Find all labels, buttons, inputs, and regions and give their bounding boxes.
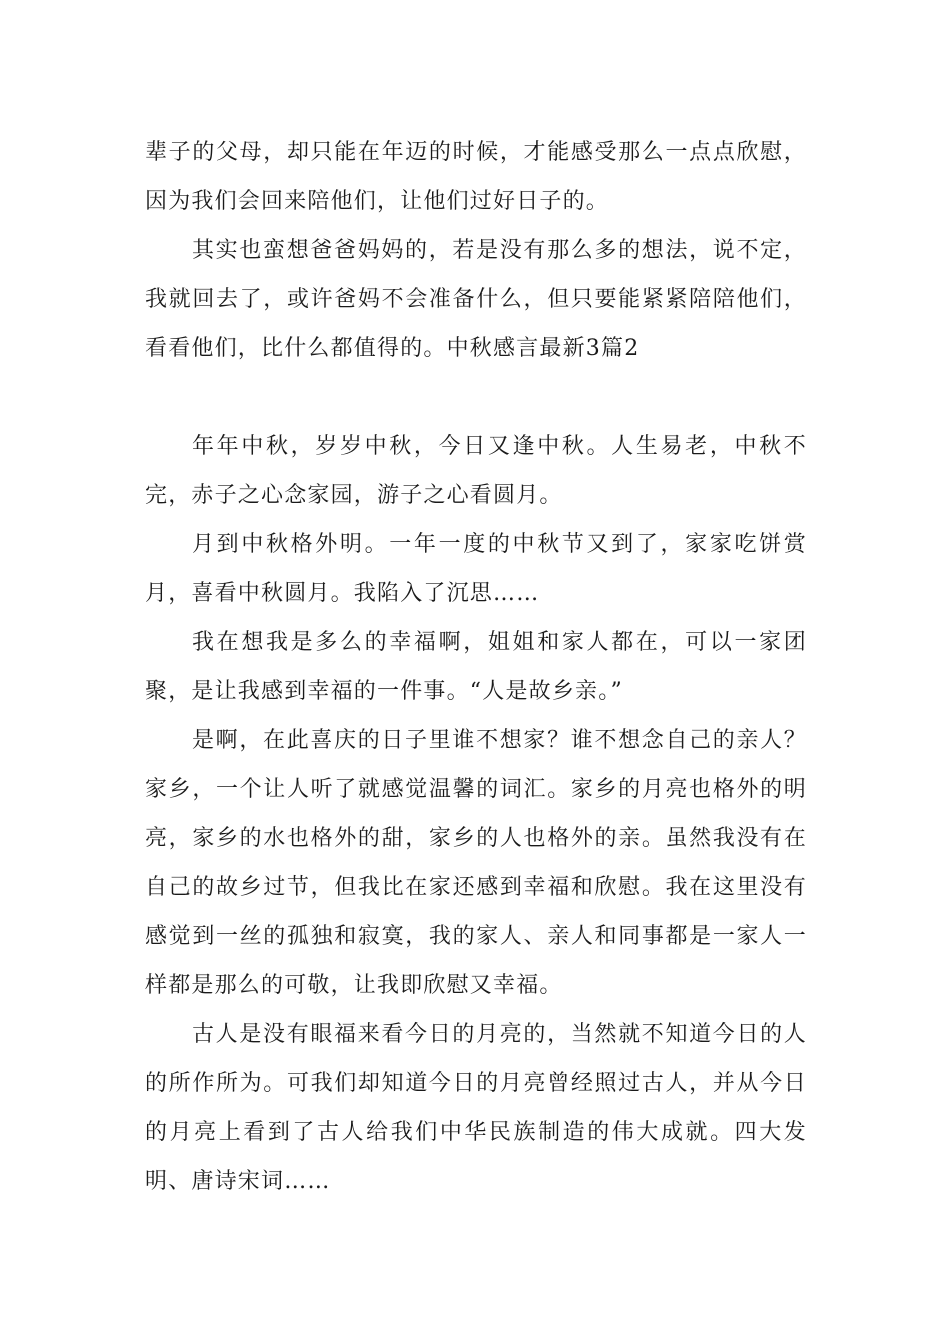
paragraph: 我在想我是多么的幸福啊，姐姐和家人都在，可以一家团聚，是让我感到幸福的一件事。“人是故乡亲。” [145,630,807,704]
paragraph: 月到中秋格外明。一年一度的中秋节又到了，家家吃饼赏月，喜看中秋圆月。我陷入了沉思…… [145,532,807,606]
paragraph: 其实也蛮想爸爸妈妈的，若是没有那么多的想法，说不定，我就回去了，或许爸妈不会准备什么，但只要能紧紧陪陪他们，看看他们，比什么都值得的。中秋感言最新3篇2 [145,238,807,361]
paragraph: 古人是没有眼福来看今日的月亮的，当然就不知道今日的人的所作所为。可我们却知道今日的月亮曾经照过古人，并从今日的月亮上看到了古人给我们中华民族制造的伟大成就。四大发明、唐诗宋词…… [145,1022,807,1194]
document-body [145,128,807,1206]
paragraph-gap [145,373,807,422]
paragraph: 是啊，在此喜庆的日子里谁不想家？谁不想念自己的亲人？家乡，一个让人听了就感觉温馨的词汇。家乡的月亮也格外的明亮，家乡的水也格外的甜，家乡的人也格外的亲。虽然我没有在自己的故乡过节，但我比在家还感到幸福和欣慰。我在这里没有感觉到一丝的孤独和寂寞，我的家人、亲人和同事都是一家人一样都是那么的可敬，让我即欣慰又幸福。 [145,728,807,998]
paragraph: 年年中秋，岁岁中秋，今日又逢中秋。人生易老，中秋不完，赤子之心念家园，游子之心看圆月。 [145,434,807,508]
paragraph: 辈子的父母，却只能在年迈的时候，才能感受那么一点点欣慰，因为我们会回来陪他们，让他们过好日子的。 [145,140,807,214]
